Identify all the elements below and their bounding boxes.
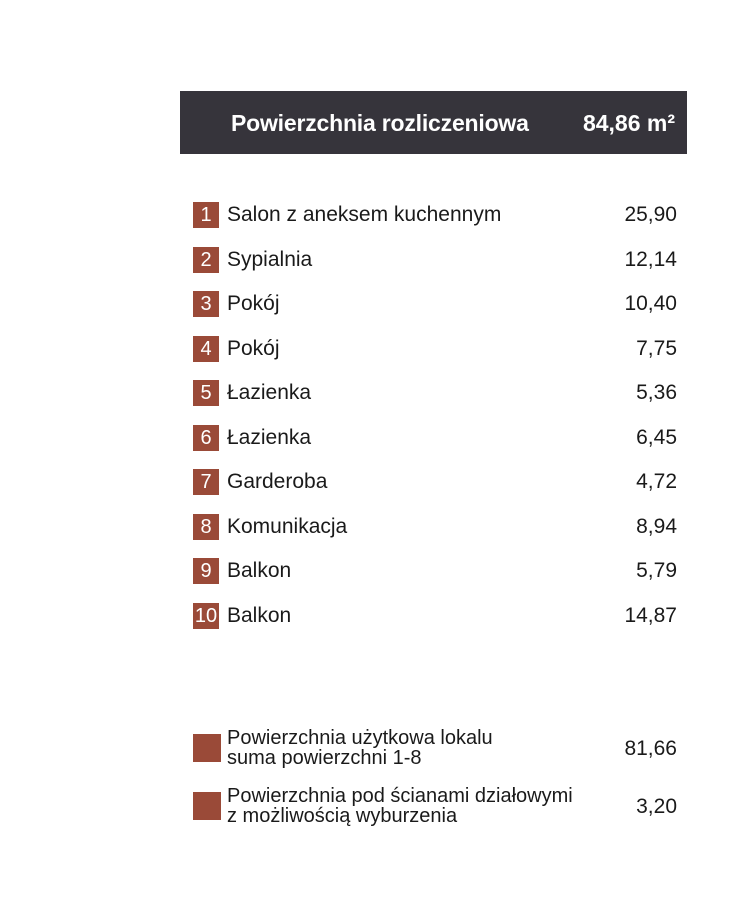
summary-row-partition-walls <box>193 786 677 844</box>
room-row <box>193 334 677 379</box>
room-number-badge: 4 <box>193 336 219 362</box>
room-area: 25,90 <box>624 203 677 226</box>
summary-row-usable-area <box>193 728 677 786</box>
room-name: Komunikacja <box>227 514 348 538</box>
room-name: Salon z aneksem kuchennym <box>227 203 502 226</box>
summary-label <box>227 728 493 768</box>
room-number-badge: 3 <box>193 291 219 317</box>
room-row <box>193 423 677 468</box>
room-name: Łazienka <box>227 425 312 449</box>
summary-value: 3,20 <box>636 795 677 818</box>
summary-label <box>227 786 573 826</box>
room-name: Pokój <box>227 336 280 360</box>
room-row <box>193 556 677 601</box>
room-area: 6,45 <box>636 425 677 449</box>
room-number-badge: 7 <box>193 469 219 495</box>
room-row <box>193 289 677 334</box>
room-number-badge: 9 <box>193 558 219 584</box>
room-area: 14,87 <box>624 603 677 627</box>
room-number-badge: 6 <box>193 425 219 451</box>
room-number-badge: 2 <box>193 247 219 273</box>
room-name: Garderoba <box>227 470 328 493</box>
header-total-area: 84,86 m² <box>582 110 675 136</box>
header-title: Powierzchnia rozliczeniowa <box>231 110 529 136</box>
room-area: 5,36 <box>636 381 677 404</box>
legend-swatch <box>193 734 221 762</box>
room-row <box>193 512 677 557</box>
room-area: 4,72 <box>636 470 677 493</box>
room-area: 10,40 <box>624 292 677 315</box>
room-row <box>193 378 677 423</box>
room-name: Balkon <box>227 603 292 627</box>
room-number-badge: 10 <box>194 604 218 627</box>
room-area: 7,75 <box>636 336 677 360</box>
room-name: Łazienka <box>227 381 312 404</box>
summary-list <box>193 728 677 844</box>
room-row <box>193 467 677 512</box>
room-row <box>193 245 677 290</box>
room-name: Balkon <box>227 559 292 582</box>
room-area: 12,14 <box>624 247 677 271</box>
summary-value: 81,66 <box>624 737 677 760</box>
room-number-badge: 1 <box>193 202 219 228</box>
room-number-badge: 8 <box>193 514 219 540</box>
summary-label-line2: suma powierzchni 1-8 <box>227 747 422 769</box>
summary-label-line1: Powierzchnia pod ścianami działowymi <box>227 785 573 807</box>
header-bar <box>180 91 687 154</box>
summary-label-line1: Powierzchnia użytkowa lokalu <box>227 727 493 749</box>
room-number-badge: 5 <box>193 380 219 406</box>
room-row <box>193 200 677 245</box>
room-area: 8,94 <box>636 514 677 538</box>
room-name: Pokój <box>227 292 280 315</box>
room-name: Sypialnia <box>227 247 313 271</box>
room-row <box>193 601 677 646</box>
summary-label-line2: z możliwością wyburzenia <box>227 805 458 827</box>
legend-swatch <box>193 792 221 820</box>
room-list <box>193 200 677 645</box>
room-area: 5,79 <box>636 559 677 582</box>
